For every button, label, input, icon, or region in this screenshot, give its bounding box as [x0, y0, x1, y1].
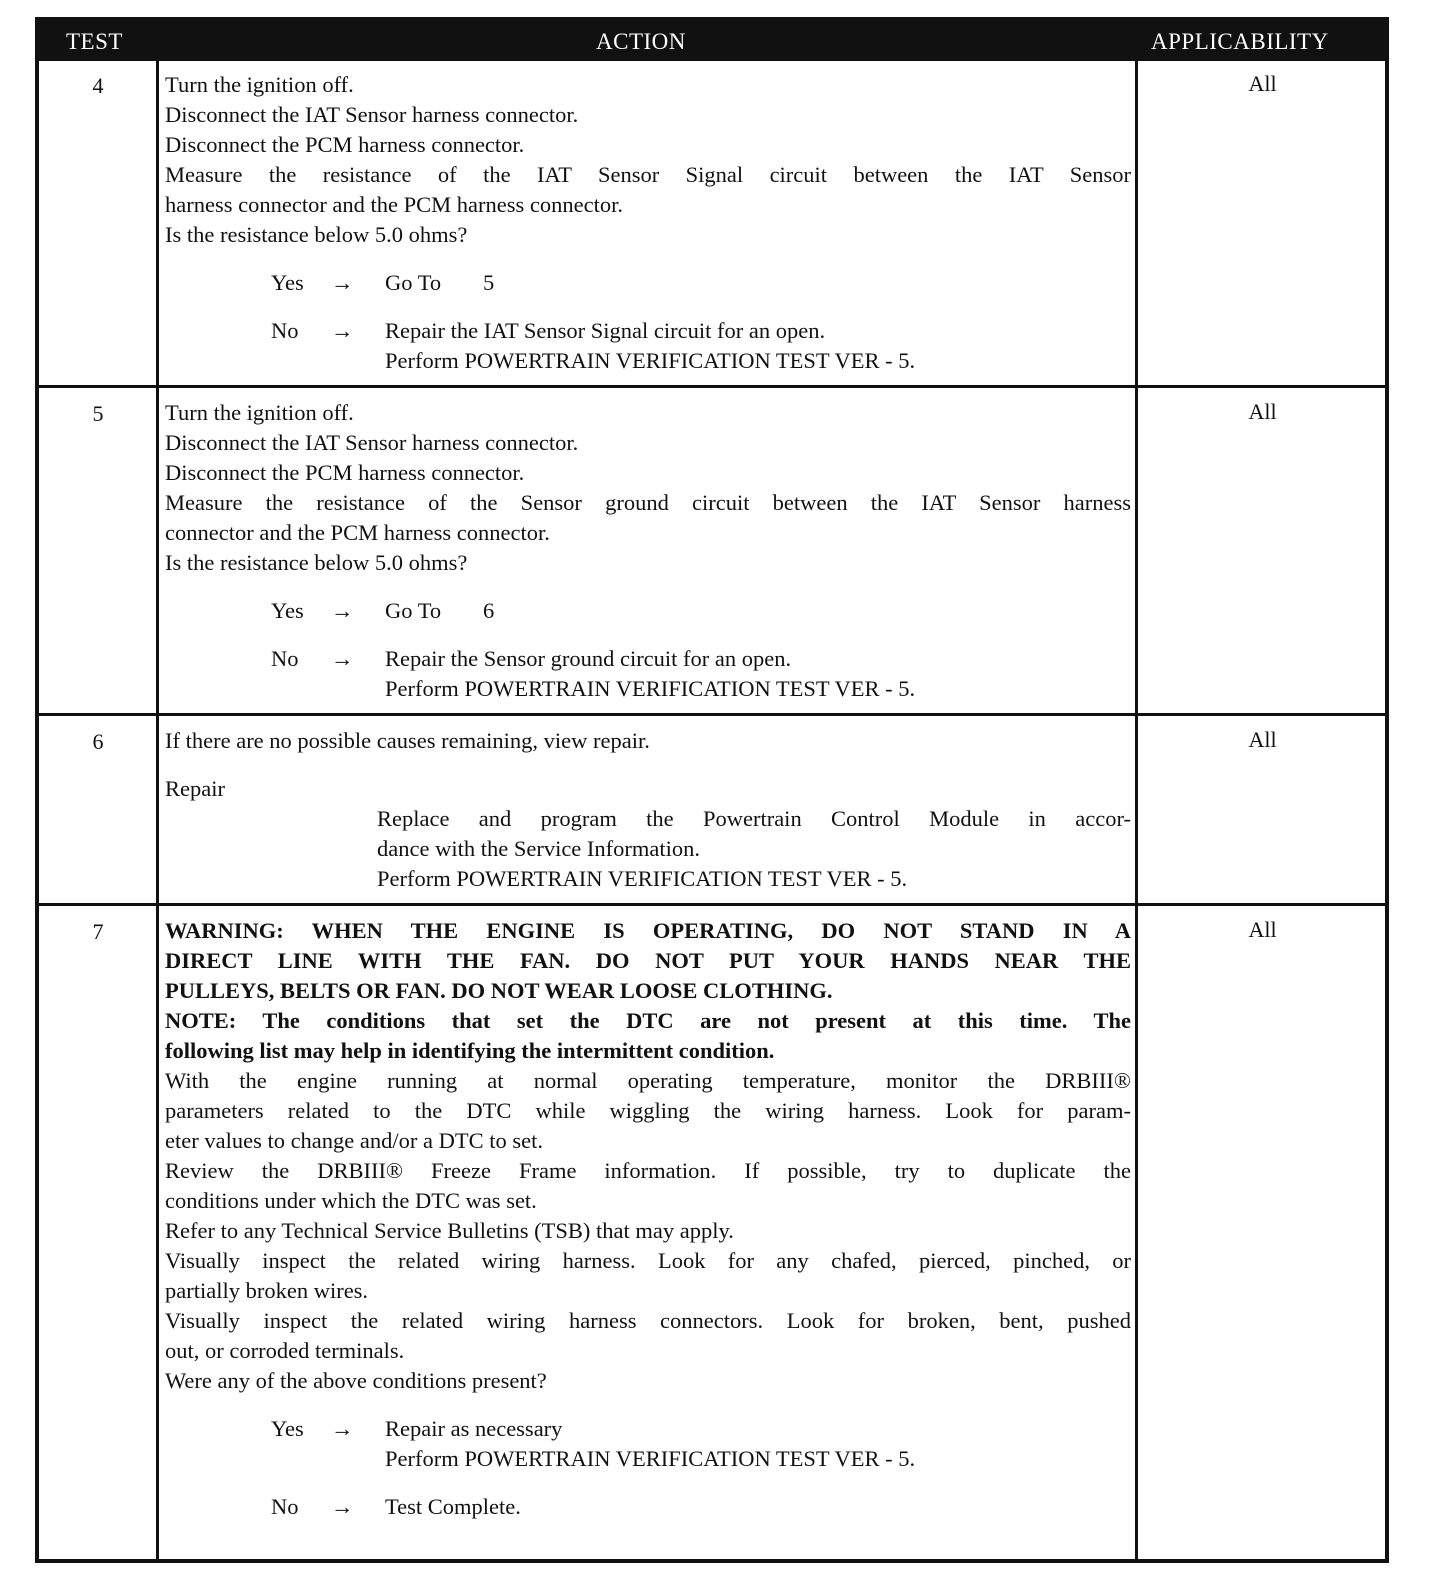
- action-line: eter values to change and/or a DTC to set.: [165, 1128, 543, 1153]
- action-line: Is the resistance below 5.0 ohms?: [165, 222, 468, 247]
- applicability-value: All: [1248, 399, 1277, 424]
- warning-line: WARNING: WHEN THE ENGINE IS OPERATING, DO NOT STAND IN A: [165, 918, 1131, 943]
- test-number: 5: [92, 401, 104, 426]
- applicability-value: All: [1248, 917, 1277, 942]
- arrow-right-icon: →: [331, 270, 354, 295]
- action-line: Were any of the above conditions present?: [165, 1368, 547, 1393]
- action-line: Disconnect the PCM harness connector.: [165, 460, 525, 485]
- header-test: TEST: [66, 29, 123, 54]
- column-divider-test: [156, 61, 159, 1559]
- yes-result: Repair as necessary: [385, 1416, 563, 1441]
- yes-answer: [165, 596, 1131, 626]
- test-number: 6: [92, 729, 104, 754]
- yes-label: Yes: [271, 1416, 304, 1441]
- yes-result: Go To: [385, 270, 442, 295]
- test-action: [165, 70, 1131, 376]
- action-line: With the engine running at normal operating temperature, monitor the DRBIII®: [165, 1068, 1131, 1093]
- no-answer: [165, 1492, 1131, 1522]
- action-line: Disconnect the IAT Sensor harness connector.: [165, 430, 579, 455]
- no-result-followup: Perform POWERTRAIN VERIFICATION TEST VER - 5.: [385, 676, 916, 701]
- test-action: [165, 916, 1131, 1522]
- repair-instructions: [377, 804, 1131, 894]
- no-answer: [165, 316, 1131, 346]
- no-answer: [165, 644, 1131, 674]
- repair-line: Perform POWERTRAIN VERIFICATION TEST VER - 5.: [377, 866, 908, 891]
- row-divider: [39, 903, 1385, 906]
- action-line: Measure the resistance of the Sensor ground circuit between the IAT Sensor harness: [165, 490, 1131, 515]
- test-action: [165, 726, 1131, 894]
- repair-label: Repair: [165, 776, 225, 801]
- arrow-right-icon: →: [331, 318, 354, 343]
- action-line: Is the resistance below 5.0 ohms?: [165, 550, 468, 575]
- note-line: following list may help in identifying the intermittent condition.: [165, 1038, 775, 1063]
- goto-target: 6: [483, 598, 495, 623]
- action-line: Visually inspect the related wiring harness connectors. Look for broken, bent, pushed: [165, 1308, 1131, 1333]
- column-divider-applicability: [1135, 61, 1138, 1559]
- action-line: Review the DRBIII® Freeze Frame information. If possible, try to duplicate the: [165, 1158, 1131, 1183]
- note-line: NOTE: The conditions that set the DTC are not present at this time. The: [165, 1008, 1131, 1033]
- yes-result-followup: Perform POWERTRAIN VERIFICATION TEST VER - 5.: [385, 1446, 916, 1471]
- arrow-right-icon: →: [331, 646, 354, 671]
- action-line: If there are no possible causes remaining, view repair.: [165, 728, 650, 753]
- warning-line: DIRECT LINE WITH THE FAN. DO NOT PUT YOUR HANDS NEAR THE: [165, 948, 1131, 973]
- yes-label: Yes: [271, 598, 304, 623]
- repair-line: dance with the Service Information.: [377, 836, 701, 861]
- diagnostic-test-table: [35, 17, 1389, 1563]
- table-header: [39, 21, 1385, 61]
- action-line: Turn the ignition off.: [165, 400, 354, 425]
- applicability-value: All: [1248, 71, 1277, 96]
- action-line: conditions under which the DTC was set.: [165, 1188, 537, 1213]
- action-line: partially broken wires.: [165, 1278, 369, 1303]
- header-action: ACTION: [596, 29, 686, 54]
- action-line: Refer to any Technical Service Bulletins (TSB) that may apply.: [165, 1218, 734, 1243]
- yes-answer: [165, 1414, 1131, 1444]
- row-divider: [39, 385, 1385, 388]
- yes-answer: [165, 268, 1131, 298]
- arrow-right-icon: →: [331, 598, 354, 623]
- no-result-followup: Perform POWERTRAIN VERIFICATION TEST VER - 5.: [385, 348, 916, 373]
- action-line: Disconnect the PCM harness connector.: [165, 132, 525, 157]
- test-number: 4: [92, 73, 104, 98]
- action-line: out, or corroded terminals.: [165, 1338, 405, 1363]
- action-line: harness connector and the PCM harness connector.: [165, 192, 623, 217]
- action-line: Visually inspect the related wiring harness. Look for any chafed, pierced, pinched, or: [165, 1248, 1131, 1273]
- action-line: Measure the resistance of the IAT Sensor Signal circuit between the IAT Sensor: [165, 162, 1131, 187]
- repair-line: Replace and program the Powertrain Control Module in accor-: [377, 806, 1131, 831]
- applicability-value: All: [1248, 727, 1277, 752]
- no-result: Test Complete.: [385, 1494, 521, 1519]
- test-number: 7: [92, 919, 104, 944]
- yes-result: Go To: [385, 598, 442, 623]
- yes-label: Yes: [271, 270, 304, 295]
- arrow-right-icon: →: [331, 1416, 354, 1441]
- action-line: Turn the ignition off.: [165, 72, 354, 97]
- action-line: parameters related to the DTC while wiggling the wiring harness. Look for param-: [165, 1098, 1131, 1123]
- warning-note: [165, 916, 1131, 1066]
- action-line: connector and the PCM harness connector.: [165, 520, 550, 545]
- action-line: Disconnect the IAT Sensor harness connector.: [165, 102, 579, 127]
- warning-line: PULLEYS, BELTS OR FAN. DO NOT WEAR LOOSE CLOTHING.: [165, 978, 833, 1003]
- row-divider: [39, 713, 1385, 716]
- no-result: Repair the IAT Sensor Signal circuit for an open.: [385, 318, 826, 343]
- no-label: No: [271, 318, 299, 343]
- no-result: Repair the Sensor ground circuit for an open.: [385, 646, 792, 671]
- no-label: No: [271, 646, 299, 671]
- header-applicability: APPLICABILITY: [1151, 29, 1329, 54]
- test-action: [165, 398, 1131, 704]
- arrow-right-icon: →: [331, 1494, 354, 1519]
- goto-target: 5: [483, 270, 495, 295]
- no-label: No: [271, 1494, 299, 1519]
